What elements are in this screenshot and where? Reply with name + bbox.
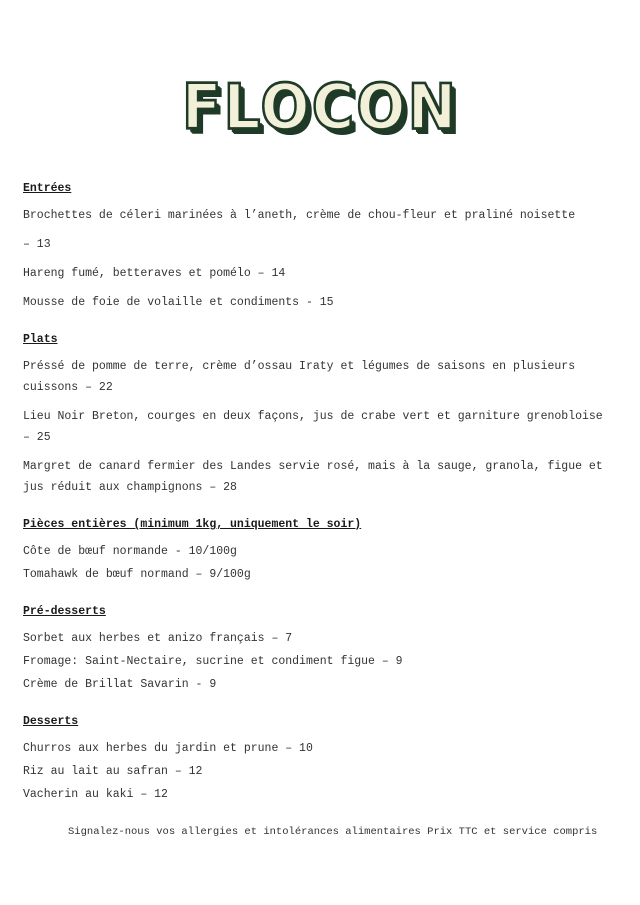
menu-item: Fromage: Saint-Nectaire, sucrine et condiment figue – 9 (23, 655, 403, 668)
menu-item: Mousse de foie de volaille et condiments - 15 (23, 296, 334, 309)
menu-item: Margret de canard fermier des Landes servie rosé, mais à la sauge, granola, figue et jus réduit aux champignons – 28 (23, 460, 603, 494)
section-desserts (23, 713, 613, 805)
section-heading: Plats (23, 333, 58, 346)
section-heading: Pré-desserts (23, 605, 106, 618)
menu-item: Tomahawk de bœuf normand – 9/100g (23, 568, 251, 581)
restaurant-logo: FLOCON (181, 70, 459, 144)
menu-item: Préssé de pomme de terre, crème d’ossau Iraty et légumes de saisons en plusieurs cuissons – 22 (23, 360, 576, 394)
menu (23, 180, 613, 823)
section-heading: Entrées (23, 182, 72, 195)
menu-item: Riz au lait au safran – 12 (23, 765, 203, 778)
menu-item: Brochettes de céleri marinées à l’aneth, crème de chou-fleur et praliné noisette (23, 209, 576, 222)
menu-item: – 13 (23, 238, 51, 251)
section-pre-desserts (23, 603, 613, 695)
menu-item: Sorbet aux herbes et anizo français – 7 (23, 632, 293, 645)
menu-item: Côte de bœuf normande - 10/100g (23, 545, 237, 558)
menu-item: Lieu Noir Breton, courges en deux façons, jus de crabe vert et garniture grenobloise – 25 (23, 410, 603, 444)
allergy-notice: Signalez-nous vos allergies et intolérances alimentaires Prix TTC et service compris (68, 826, 598, 838)
menu-item: Hareng fumé, betteraves et pomélo – 14 (23, 267, 286, 280)
section-heading: Desserts (23, 715, 79, 728)
menu-item: Crème de Brillat Savarin - 9 (23, 678, 217, 691)
section-plats (23, 331, 613, 498)
section-pieces-entieres (23, 516, 613, 585)
logo-area (0, 72, 640, 142)
menu-item: Churros aux herbes du jardin et prune – 10 (23, 742, 313, 755)
section-entrees (23, 180, 613, 313)
section-heading: Pièces entières (minimum 1kg, uniquement le soir) (23, 518, 362, 531)
menu-item: Vacherin au kaki – 12 (23, 788, 168, 801)
